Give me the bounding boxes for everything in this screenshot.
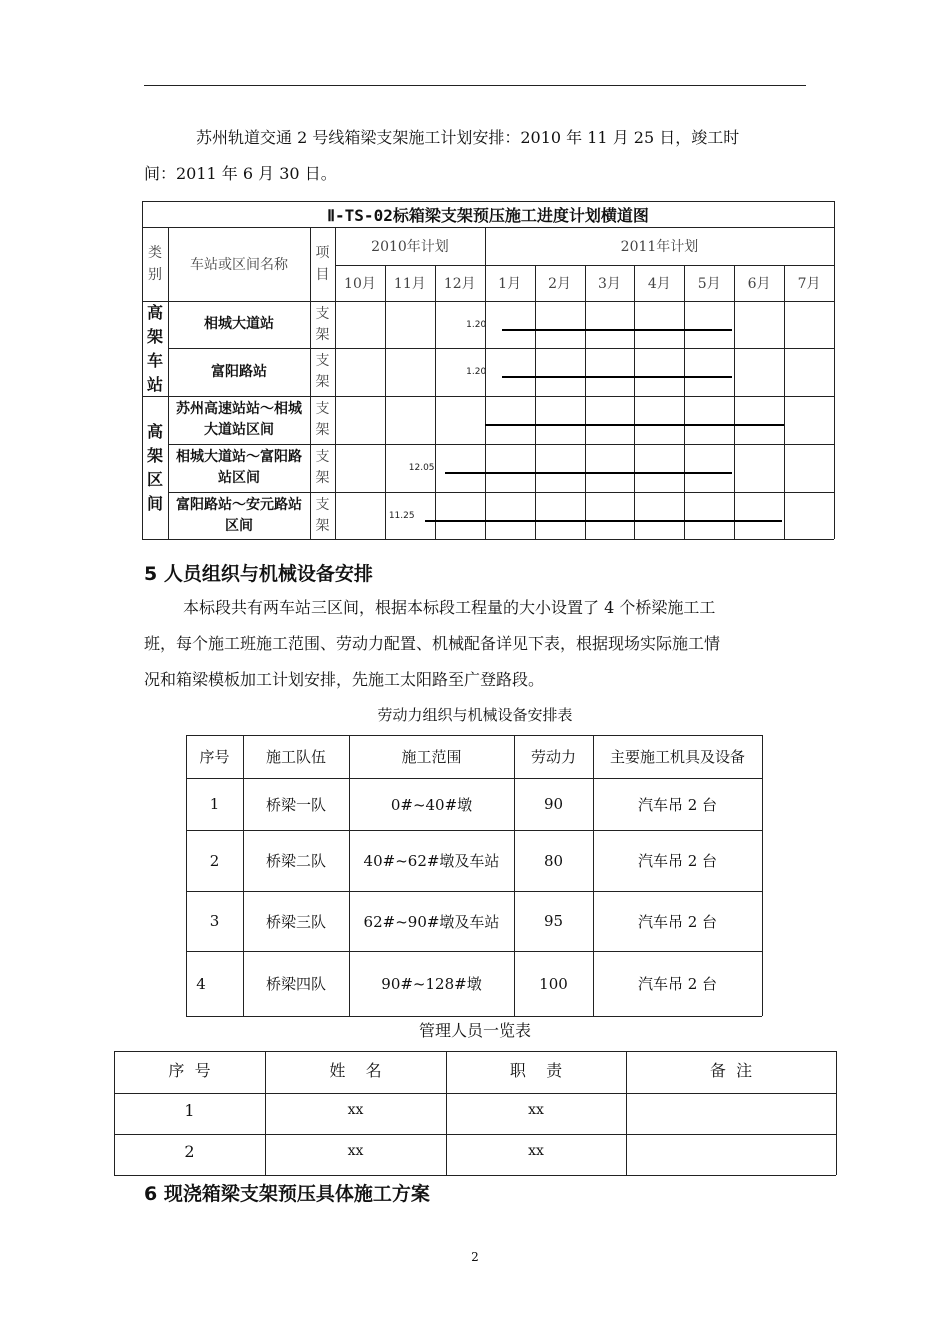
labor-cell: 90	[543, 795, 564, 813]
labor-cell: 100	[539, 974, 568, 993]
gantt-start-date: 1.20	[466, 367, 487, 377]
labor-cell: 1	[209, 795, 220, 813]
mgmt-header-cell: 序 号	[168, 1060, 211, 1080]
gantt-month-label: 11月	[393, 276, 426, 292]
gantt-bar	[502, 376, 732, 378]
labor-cell: 汽车吊 2 台	[637, 852, 718, 870]
section-5-para-1: 本标段共有两车站三区间，根据本标段工程量的大小设置了 4 个桥梁施工工	[183, 598, 716, 617]
labor-header-cell: 主要施工机具及设备	[609, 748, 745, 766]
gantt-row-name: 富阳路站～安元路站区间	[176, 496, 302, 534]
labor-cell: 桥梁四队	[265, 975, 326, 993]
gantt-col-name: 车站或区间名称	[190, 257, 288, 273]
gantt-month-label: 7月	[797, 276, 821, 292]
section-5-para-2: 班，每个施工班施工范围、劳动力配置、机械配备详见下表，根据现场实际施工情	[144, 634, 721, 653]
gantt-month-line	[535, 265, 536, 539]
gantt-year-2011: 2011年计划	[620, 239, 699, 255]
labor-cell: 62#~90#墩及车站	[363, 912, 500, 931]
gantt-row-name: 相城大道站	[204, 316, 274, 332]
gantt-right-border	[834, 201, 835, 539]
mgmt-cell: 2	[184, 1141, 195, 1161]
labor-header-cell: 施工范围	[401, 748, 462, 766]
mgmt-cell: xx	[347, 1143, 364, 1159]
gantt-row-item: 支架	[315, 449, 330, 486]
gantt-title: Ⅱ-TS-02标箱梁支架预压施工进度计划横道图	[327, 205, 649, 225]
mgmt-cell	[626, 1134, 836, 1168]
labor-cell: 4	[196, 974, 206, 993]
mgmt-border	[114, 1175, 836, 1176]
gantt-month-line	[634, 265, 635, 539]
labor-cell: 95	[543, 912, 564, 930]
gantt-month-line	[435, 265, 436, 539]
labor-cell: 汽车吊 2 台	[637, 975, 718, 993]
gantt-bar	[485, 424, 784, 426]
gantt-start-date: 1.20	[466, 319, 487, 330]
labor-cell: 汽车吊 2 台	[637, 795, 718, 814]
mgmt-cell: xx	[347, 1102, 364, 1118]
mgmt-header-cell: 姓 名	[329, 1060, 382, 1080]
labor-table-caption: 劳动力组织与机械设备安排表	[377, 706, 573, 724]
gantt-row-name: 富阳路站	[211, 363, 267, 380]
labor-border	[762, 735, 763, 1016]
gantt-bar	[445, 472, 732, 474]
section-5-para-3: 况和箱梁模板加工计划安排，先施工太阳路至广登路段。	[144, 670, 545, 689]
gantt-row-name: 苏州高速站站～相城大道站区间	[176, 401, 302, 438]
mgmt-cell: xx	[528, 1102, 544, 1118]
labor-border	[186, 1016, 762, 1017]
gantt-start-date: 12.05	[408, 463, 435, 473]
labor-cell: 桥梁一队	[265, 795, 326, 814]
gantt-month-line	[784, 265, 785, 539]
gantt-year-2010: 2010年计划	[371, 239, 449, 255]
gantt-month-label: 12月	[443, 276, 476, 292]
labor-cell: 桥梁二队	[265, 852, 326, 870]
labor-cell: 2	[209, 851, 220, 870]
gantt-col-item: 项目	[315, 245, 330, 283]
gantt-month-label: 6月	[747, 276, 771, 292]
mgmt-border	[836, 1051, 837, 1175]
gantt-start-date: 11.25	[388, 510, 415, 521]
gantt-group-sections: 高架区间	[146, 421, 163, 513]
mgmt-cell: 1	[184, 1100, 195, 1120]
intro-line-2: 间：2011 年 6 月 30 日。	[144, 164, 337, 183]
gantt-month-label: 1月	[498, 276, 522, 292]
gantt-month-label: 2月	[548, 276, 571, 292]
labor-cell: 桥梁三队	[265, 912, 326, 931]
labor-cell: 3	[209, 912, 220, 930]
gantt-row-item: 支架	[315, 496, 330, 534]
intro-line-1: 苏州轨道交通 2 号线箱梁支架施工计划安排：2010 年 11 月 25 日，竣工时	[196, 128, 740, 147]
gantt-month-line	[734, 265, 735, 539]
mgmt-cell	[626, 1093, 836, 1127]
mgmt-cell: xx	[528, 1143, 544, 1159]
mgmt-header-cell: 职 责	[509, 1060, 563, 1080]
gantt-month-line	[585, 265, 586, 539]
gantt-month-line	[684, 265, 685, 539]
gantt-group-stations: 高架车站	[146, 302, 163, 394]
labor-header-cell: 序号	[199, 748, 230, 766]
gantt-month-label: 5月	[697, 276, 721, 292]
gantt-month-label: 4月	[647, 276, 671, 292]
gantt-bar	[425, 520, 782, 522]
labor-cell: 90#~128#墩	[381, 975, 482, 993]
section-5-heading: 5 人员组织与机械设备安排	[144, 563, 373, 585]
gantt-bottom-border	[142, 539, 834, 540]
labor-header-cell: 施工队伍	[265, 748, 326, 766]
labor-cell: 汽车吊 2 台	[637, 912, 718, 931]
gantt-row-item: 支架	[315, 401, 330, 438]
labor-cell: 80	[543, 851, 564, 870]
gantt-bar	[502, 329, 732, 331]
labor-cell: 0#~40#墩	[390, 795, 473, 814]
page-number: 2	[471, 1250, 479, 1264]
gantt-col-category: 类别	[148, 245, 162, 283]
gantt-row-name: 相城大道站～富阳路站区间	[176, 449, 302, 486]
mgmt-header-cell: 备 注	[709, 1060, 753, 1080]
mgmt-table-caption: 管理人员一览表	[418, 1021, 531, 1040]
gantt-month-label: 10月	[344, 276, 376, 292]
labor-header-cell: 劳动力	[530, 748, 576, 766]
gantt-month-line	[385, 265, 386, 539]
labor-cell: 40#~62#墩及车站	[363, 852, 500, 870]
gantt-month-label: 3月	[597, 276, 621, 292]
gantt-row-item: 支架	[315, 353, 330, 390]
gantt-row-item: 支架	[315, 305, 330, 343]
section-6-heading: 6 现浇箱梁支架预压具体施工方案	[144, 1183, 430, 1205]
